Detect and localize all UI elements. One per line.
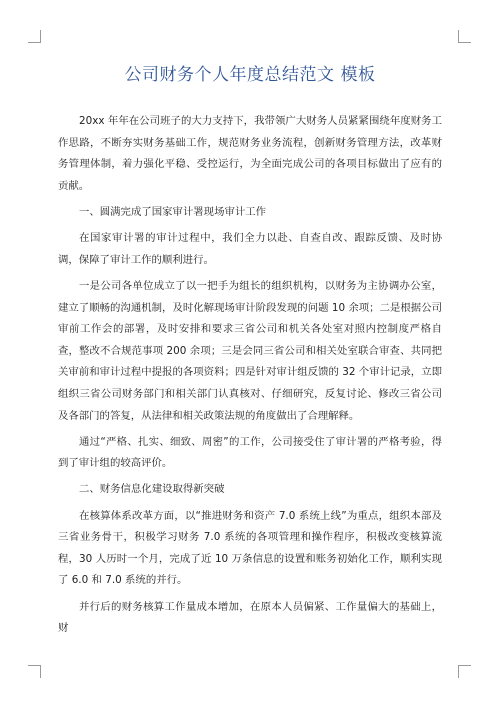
document-body [58,111,442,640]
intro-paragraph: 20xx 年年在公司班子的大力支持下，我带领广大财务人员紧紧围绕年度财务工作思路，不断夯实财务基础工作，规范财务业务流程，创新财务管理方法，改革财务管理体制，着力强化平稳、受控运行，为全面完成公司的各项目标做出了应有的贡献。 [58,115,442,192]
body-paragraph: 并行后的财务核算工作量成本增加，在原本人员偏紧、工作量偏大的基础上，财 [58,600,442,635]
crop-mark-bottom-left [28,665,41,678]
body-paragraph: 在国家审计署的审计过程中，我们全力以赴、自查自改、跟踪反馈、及时协调，保障了审计工作的顺利进行。 [58,232,442,266]
section-heading-2: 二、财务信息化建设取得新突破 [79,483,225,496]
crop-mark-bottom-right [458,665,471,678]
crop-mark-top-left [28,30,41,43]
section-heading-1: 一、圆满完成了国家审计署现场审计工作 [79,205,267,218]
body-paragraph: 在核算体系改革方面，以“推进财务和资产 7.0 系统上线”为重点，组织本部及三省业务骨干，积极学习财务 7.0 系统的各项管理和操作程序，积极改变核算流程，30 人历时一个月，完成了近 10 万条信息的设置和账务初始化工作，顺利实现了 6.0 和 7.0 系统的并行。 [58,509,442,587]
body-paragraph: 通过“严格、扎实、细致、周密”的工作，公司接受住了审计署的严格考验，得到了审计组的较高评价。 [58,435,442,470]
body-paragraph: 一是公司各单位成立了以一把手为组长的组织机构，以财务为主协调办公室，建立了顺畅的沟通机制，及时化解现场审计阶段发现的问题 10 余项；二是根据公司审前工作会的部署，及时安排和要求三省公司和机关各处室对照内控制度严格自查，整改不合规范事项 200 余项；三是会同三省公司和相关处室联合审查、共同把关审前和审计过程中提报的各项资料；四是针对审计组反馈的 32 个审计记录，立即组织三省公司财务部门和相关部门认真核对、仔细研究，反复讨论、修改三省公司及各部门的答复，从法律和相关政策法规的角度做出了合理解释。 [58,279,442,422]
crop-mark-top-right [458,30,471,43]
document-title: 公司财务个人年度总结范文 模板 [124,65,376,85]
